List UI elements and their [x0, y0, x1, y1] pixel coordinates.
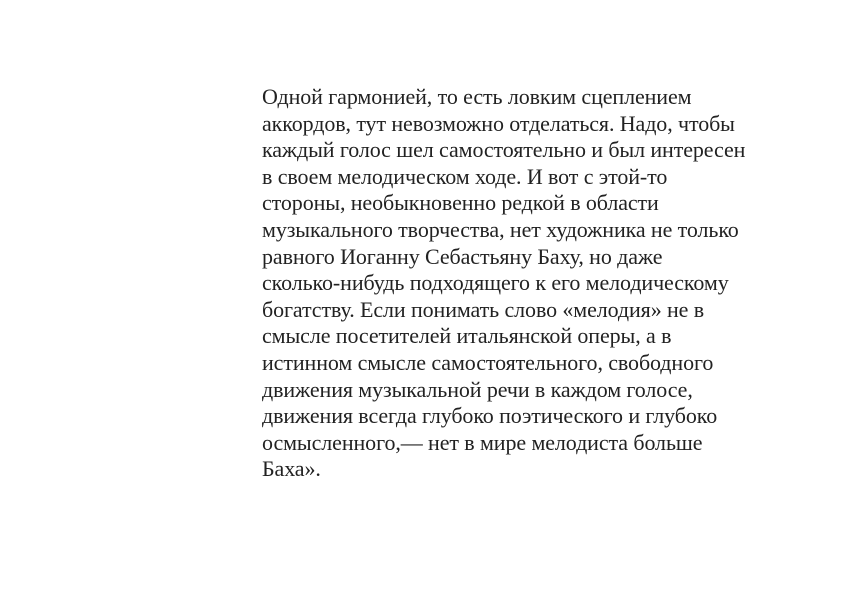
- paragraph-line: сколько-нибудь подходящего к его мелодическому: [262, 270, 729, 296]
- paragraph-line: в своем мелодическом ходе. И вот с этой-то: [262, 163, 668, 189]
- paragraph-line: осмысленного,— нет в мире мелодиста больше: [262, 429, 703, 455]
- paragraph-line: движения всегда глубоко поэтического и глубоко: [262, 403, 718, 429]
- paragraph-line: истинном смысле самостоятельного, свободного: [262, 349, 714, 375]
- paragraph-line: Одной гармонией, то есть ловким сцеплением: [262, 84, 692, 109]
- paragraph-line: музыкального творчества, нет художника не только: [262, 216, 739, 242]
- paragraph-line: аккордов, тут невозможно отделаться. Надо, чтобы: [262, 110, 735, 136]
- paragraph-line: Баха».: [262, 456, 321, 482]
- paragraph-line: стороны, необыкновенно редкой в области: [262, 190, 659, 216]
- paragraph-line: движения музыкальной речи в каждом голосе,: [262, 376, 693, 402]
- paragraph-line: смысле посетителей итальянской оперы, а в: [262, 323, 672, 349]
- paragraph-line: равного Иоганну Себастьяну Баху, но даже: [262, 243, 663, 269]
- paragraph-line: богатству. Если понимать слово «мелодия» не в: [262, 296, 705, 322]
- paragraph-line: каждый голос шел самостоятельно и был интересен: [262, 137, 746, 163]
- quote-paragraph: [262, 84, 762, 483]
